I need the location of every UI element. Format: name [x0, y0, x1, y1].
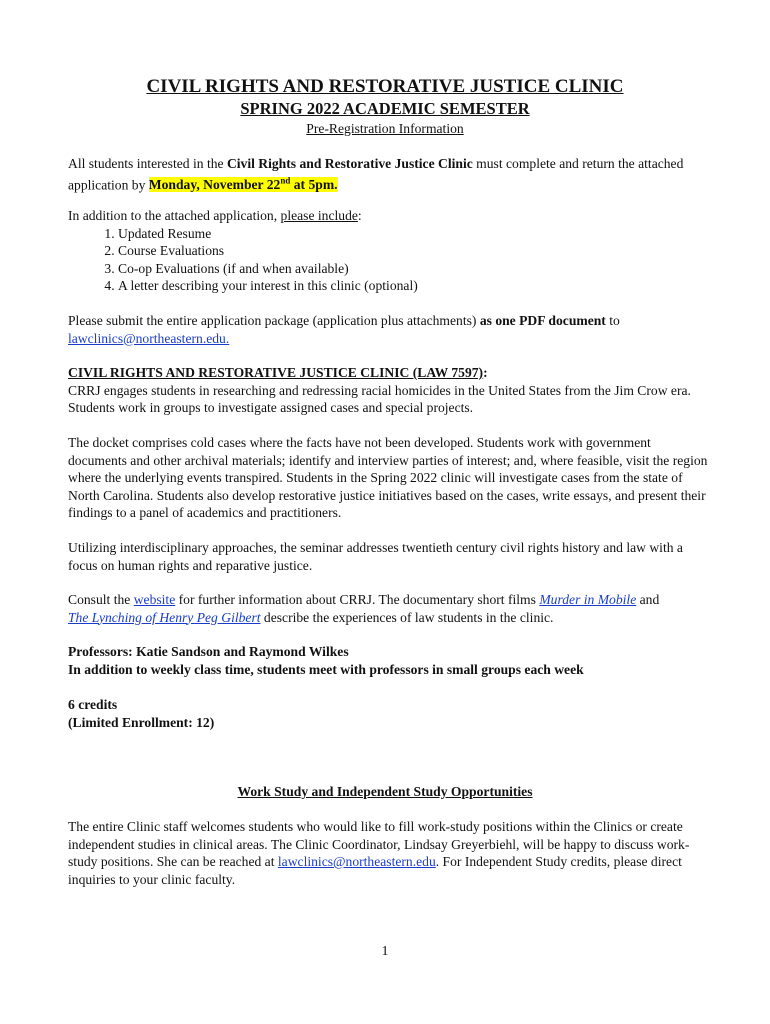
include-paragraph: In addition to the attached application, please include: 1. Updated Resume 2. Course Evaluations 3. Co-op Evaluations (if and when available) 4. A letter describing your interest in this clinic (optional) — [68, 207, 708, 295]
email-link[interactable]: lawclinics@northeastern.edu. — [68, 330, 230, 346]
course-description-1: CRRJ engages students in researching and redressing racial homicides in the United States from the Jim Crow era. Students work in groups to investigate assigned cases and special projects. — [68, 382, 691, 415]
email-link[interactable]: lawclinics@northeastern.edu — [277, 854, 436, 869]
credits-line: 6 credits — [68, 697, 118, 712]
workstudy-paragraph: The entire Clinic staff welcomes students who would like to fill work-study positions within the Clinics or create independent studies in clinical areas. The Clinic Coordinator, Lindsay Greyerbiehl, will be happy to discuss work-study positions. She can be reached at lawclinics@northeastern.edu. For Independent Study credits, please direct inquiries to your clinic faculty. — [68, 819, 690, 887]
course-description-3: Utilizing interdisciplinary approaches, the seminar addresses twentieth century civil rights history and law with a focus on human rights and reparative justice. — [68, 540, 683, 573]
preregistration-heading: Pre-Registration Information — [306, 121, 464, 136]
list-item: 3. Co-op Evaluations (if and when available) — [118, 260, 708, 278]
course-heading: CIVIL RIGHTS AND RESTORATIVE JUSTICE CLINIC (LAW 7597) — [68, 365, 484, 380]
credits-block — [68, 696, 708, 731]
intro-paragraph: All students interested in the Civil Rights and Restorative Justice Clinic must complete and return the attached application by Monday, November 22nd at 5pm. — [68, 156, 684, 193]
consult-paragraph: Consult the website for further information about CRRJ. The documentary short films Murder in Mobile and The Lynching of Henry Peg Gilbert describe the experiences of law students in the clinic. — [68, 592, 660, 625]
enrollment-line: (Limited Enrollment: 12) — [68, 714, 215, 730]
professors-block — [68, 643, 708, 678]
list-item: 2. Course Evaluations — [118, 242, 708, 260]
website-link[interactable]: website — [133, 592, 176, 607]
submit-paragraph: Please submit the entire application package (application plus attachments) as one PDF document to lawclinics@northeastern.edu. — [68, 313, 620, 346]
weekly-meeting-line: In addition to weekly class time, students meet with professors in small groups each week — [68, 661, 584, 677]
clinic-name: Civil Rights and Restorative Justice Clinic — [226, 156, 473, 171]
document-title: CIVIL RIGHTS AND RESTORATIVE JUSTICE CLINIC — [146, 76, 624, 97]
workstudy-heading: Work Study and Independent Study Opportunities — [237, 784, 533, 799]
page-number: 1 — [381, 944, 389, 959]
professors-line: Professors: Katie Sandson and Raymond Wilkes — [68, 644, 349, 659]
list-item: 4. A letter describing your interest in this clinic (optional) — [118, 277, 708, 295]
document-subtitle: SPRING 2022 ACADEMIC SEMESTER — [240, 99, 530, 118]
course-description-2: The docket comprises cold cases where the facts have not been developed. Students work with government documents and other archival materials; identify and interview parties of interest; and, where feasible, visit the region where the underlying events transpired. Students in the Spring 2022 clinic will investigate cases from the state of North Carolina. Students also develop restorative justice initiatives based on the cases, write essays, and present their findings to a panel of academics and practitioners. — [68, 435, 708, 520]
required-documents-list — [68, 225, 708, 295]
film-link-henry-peg-gilbert[interactable]: The Lynching of Henry Peg Gilbert — [68, 609, 261, 625]
list-item: 1. Updated Resume — [118, 225, 708, 243]
course-section: CIVIL RIGHTS AND RESTORATIVE JUSTICE CLINIC (LAW 7597): CRRJ engages students in researching and redressing racial homicides in the United States from the Jim Crow era. Students work in groups to investigate assigned cases and special projects. — [68, 365, 691, 415]
deadline-highlight: Monday, November 22nd at 5pm. — [148, 175, 338, 193]
film-link-murder-in-mobile[interactable]: Murder in Mobile — [539, 592, 637, 607]
